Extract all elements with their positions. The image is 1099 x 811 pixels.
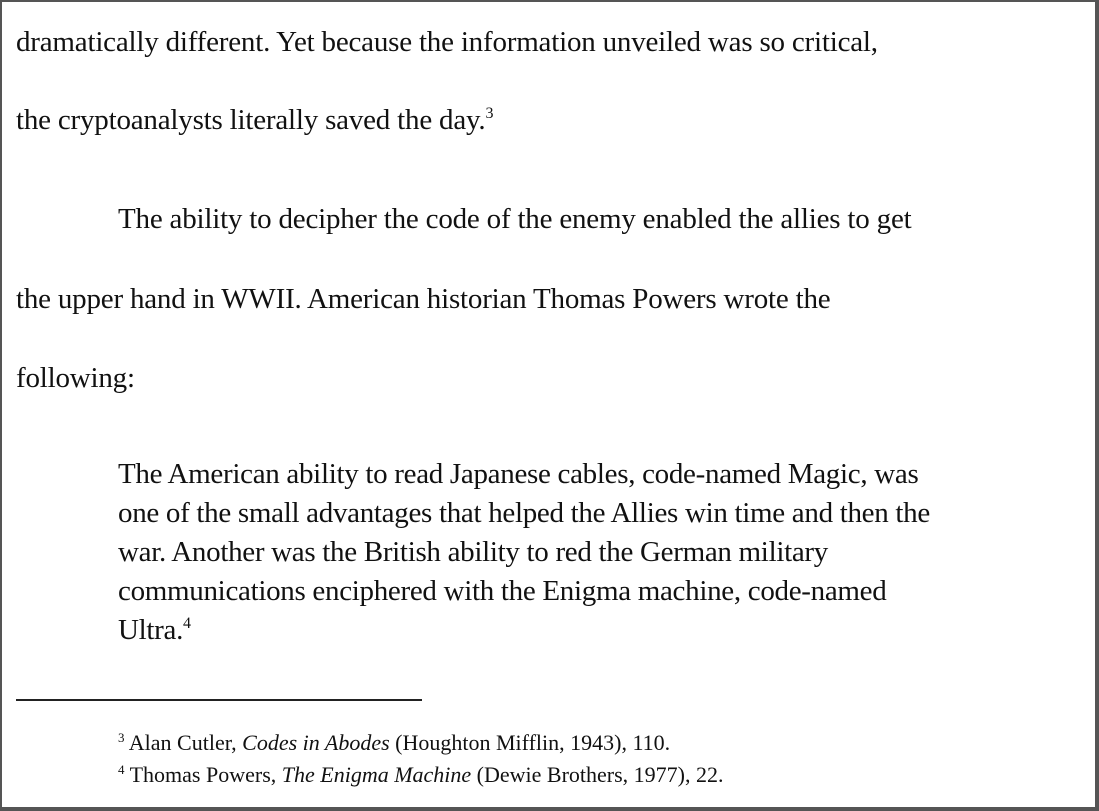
footnote-number: 3	[118, 730, 125, 745]
footnote-publication: (Dewie Brothers, 1977), 22.	[471, 762, 724, 787]
footnote-separator	[16, 699, 422, 701]
quote-line-text: Ultra.	[118, 614, 184, 646]
quote-line: communications enciphered with the Enigma machine, code-named	[118, 575, 887, 607]
footnote-author: Thomas Powers,	[129, 762, 282, 787]
quote-line: one of the small advantages that helped the Allies win time and then the	[118, 497, 930, 529]
block-quote	[118, 455, 930, 650]
body-line: dramatically different. Yet because the information unveiled was so critical,	[16, 26, 878, 58]
quote-line: war. Another was the British ability to red the German military	[118, 536, 828, 568]
footnote-number: 4	[118, 762, 125, 777]
body-line: the upper hand in WWII. American historian Thomas Powers wrote the	[16, 283, 831, 315]
footnote-title: The Enigma Machine	[281, 762, 472, 787]
footnote-ref[interactable]: 3	[485, 105, 494, 122]
body-line	[16, 102, 493, 138]
footnote	[118, 761, 724, 789]
document-page	[2, 2, 1095, 807]
body-line-text: the cryptoanalysts literally saved the day.	[16, 104, 486, 136]
footnote-publication: (Houghton Mifflin, 1943), 110.	[389, 730, 671, 755]
footnote-ref[interactable]: 4	[183, 615, 191, 632]
quote-line	[118, 611, 930, 650]
footnote-author: Alan Cutler,	[128, 730, 243, 755]
footnote-title: Codes in Abodes	[242, 730, 390, 755]
paragraph-first-line: The ability to decipher the code of the enemy enabled the allies to get	[118, 203, 912, 235]
body-line: following:	[16, 362, 135, 394]
quote-line: The American ability to read Japanese cables, code-named Magic, was	[118, 458, 919, 490]
footnote	[118, 729, 670, 757]
